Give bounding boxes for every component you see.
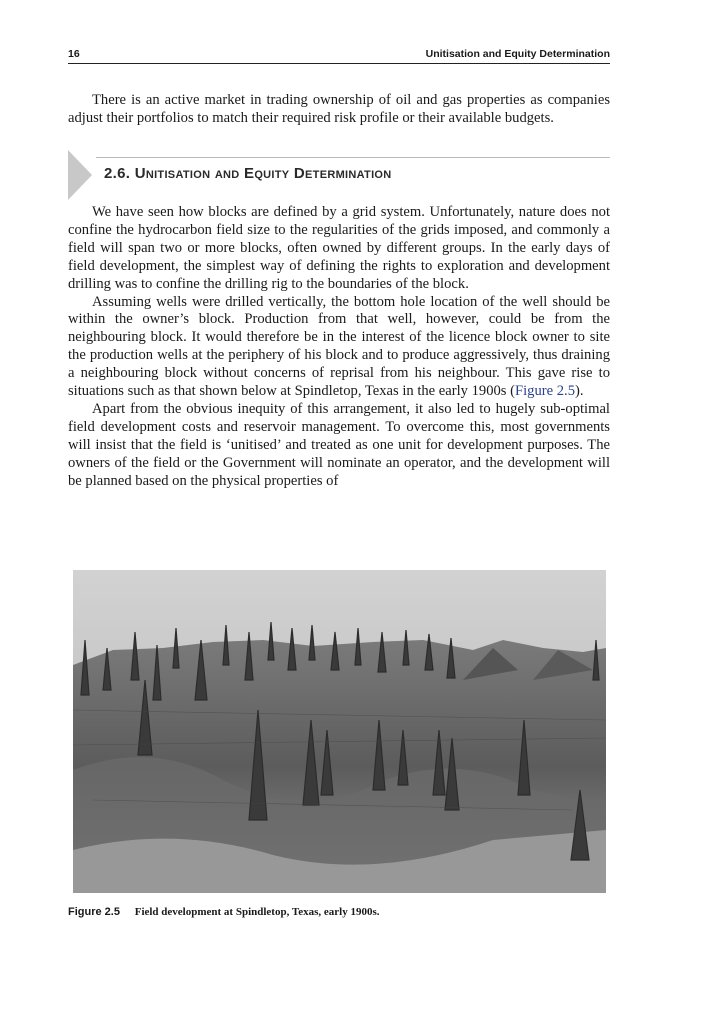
paragraph-2-text-after: ). [575, 383, 584, 400]
figure-caption [68, 906, 380, 918]
section-title: Unitisation and Equity Determination [134, 165, 392, 182]
section-heading [104, 165, 392, 182]
figure-label: Figure 2.5 [68, 906, 120, 918]
figure-2-5-link[interactable]: Figure 2.5 [515, 383, 575, 400]
paragraph-1: We have seen how blocks are defined by a grid system. Unfortunately, nature does not confine the hydrocarbon field size to the regularities of the grids imposed, and commonly a field will span two or more blocks, often owned by different groups. In the early days of field development, the simplest way of defining the rights to exploration and development drilling was to confine the drilling rig to the boundaries of the block. [68, 204, 610, 292]
figure-caption-text: Field development at Spindletop, Texas, early 1900s. [134, 906, 380, 918]
intro-paragraph: There is an active market in trading ownership of oil and gas properties as companies adjust their portfolios to match their required risk profile or their available budgets. [68, 92, 610, 126]
running-title: Unitisation and Equity Determination [425, 48, 610, 60]
paragraph-2-text-before: Assuming wells were drilled vertically, the bottom hole location of the well should be within the owner’s block. Production from that well, however, could be from the neighbouring block. It would therefore be in the interest of the licence block owner to site the production wells at the periphery of his block and to produce aggressively, thus draining a neighbouring block without concerns of reprisal from his neighbour. This gave rise to situations such as that shown below at Spindletop, Texas in the early 1900s ( [68, 293, 610, 400]
page-number: 16 [68, 48, 80, 60]
paragraph-2 [68, 294, 610, 401]
paragraph-3: Apart from the obvious inequity of this arrangement, it also led to hugely sub-optimal field development costs and reservoir management. To overcome this, most governments will insist that the field is ‘unitised’ and treated as one unit for development purposes. The owners of the field or the Government will nominate an operator, and the development will be planned based on the physical properties of [68, 400, 610, 489]
section-number: 2.6. [104, 165, 131, 182]
spindletop-photo [73, 570, 606, 893]
intro-text [68, 92, 610, 128]
body-text [68, 204, 610, 491]
section-rule [96, 157, 610, 158]
running-head [68, 45, 610, 64]
section-chevron-icon [68, 150, 92, 200]
